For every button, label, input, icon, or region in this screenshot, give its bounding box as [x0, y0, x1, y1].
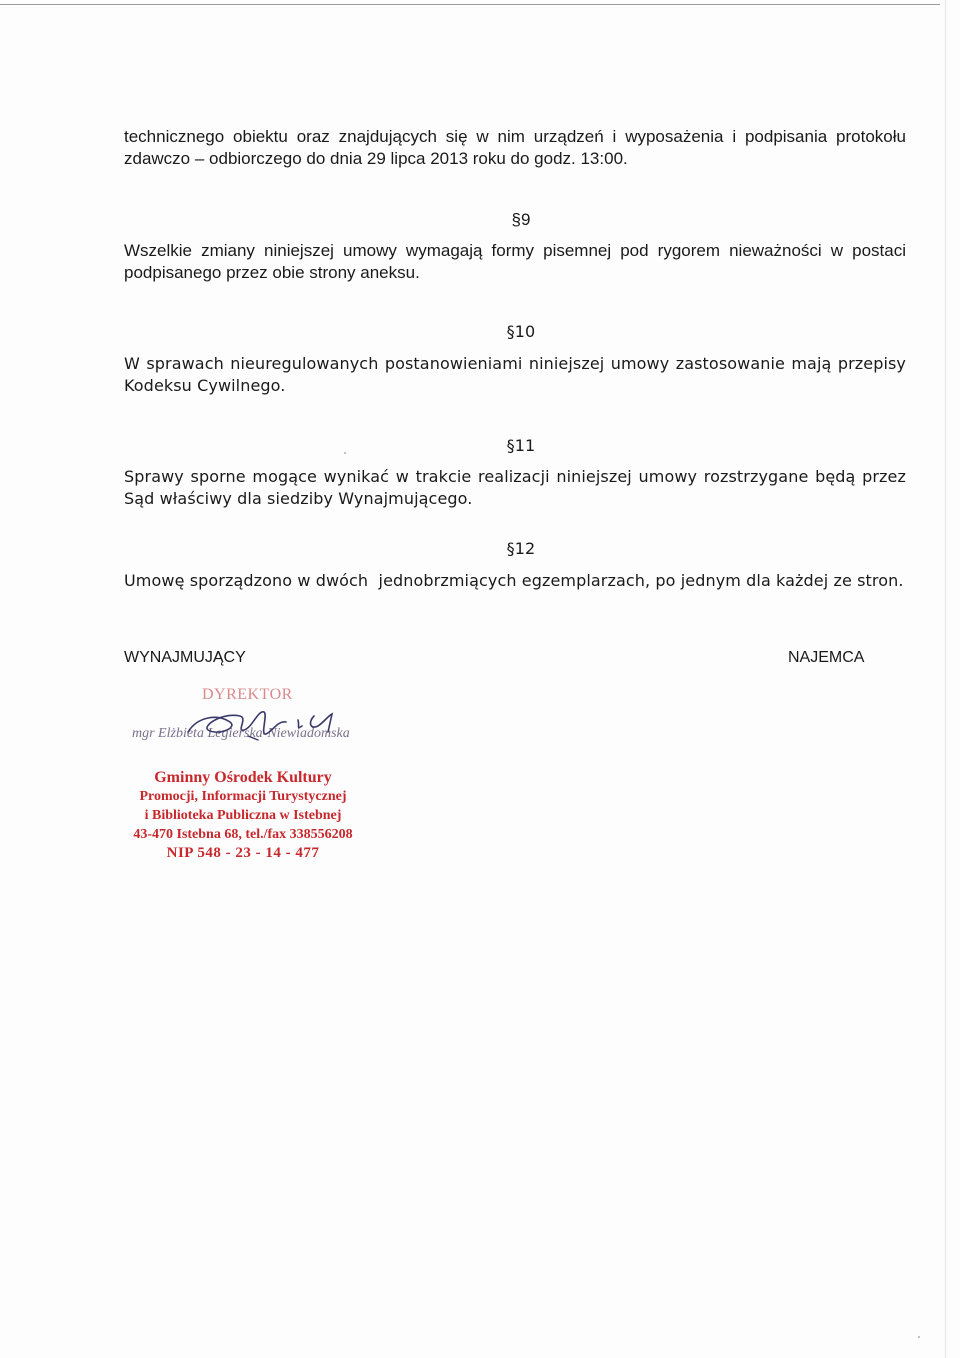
section-9-text: Wszelkie zmiany niniejszej umowy wymagają formy pisemnej pod rygorem nieważności w postaci podpisanego przez obie strony aneksu. — [124, 241, 906, 282]
scan-edge-line — [0, 4, 940, 5]
official-stamp — [118, 686, 378, 866]
handwritten-signature-icon — [178, 696, 358, 744]
tenant-label: NAJEMCA — [788, 649, 865, 666]
stamp-org-line: i Biblioteka Publiczna w Istebnej — [144, 808, 342, 823]
stamp-organization-block — [118, 768, 368, 863]
scan-edge-shadow — [945, 0, 946, 1358]
section-12-heading: §12 — [506, 539, 536, 558]
intro-paragraph: technicznego obiektu oraz znajdujących się w nim urządzeń i wyposażenia i podpisania protokołu zdawczo – odbiorczego do dnia 29 lipca 2013 roku do godz. 13:00. — [124, 127, 906, 168]
section-11-text: Sprawy sporne mogące wynikać w trakcie realizacji niniejszej umowy rozstrzygane będą przez Sąd właściwy dla siedziby Wynajmującego. — [124, 467, 906, 508]
landlord-label: WYNAJMUJĄCY — [124, 649, 246, 666]
stamp-org-line: Gminny Ośrodek Kultury — [154, 769, 332, 786]
section-12-text: Umowę sporządzono w dwóch jednobrzmiących egzemplarzach, po jednym dla każdej ze stron. — [124, 571, 904, 590]
stamp-org-line: NIP 548 - 23 - 14 - 477 — [166, 845, 320, 861]
stamp-org-line: Promocji, Informacji Turystycznej — [139, 789, 347, 804]
stamp-title: DYREKTOR — [202, 686, 293, 703]
stamp-director-name: mgr Elżbieta Legierska-Niewiadomska — [132, 726, 350, 741]
section-10-heading: §10 — [506, 322, 536, 341]
section-10-text: W sprawach nieuregulowanych postanowieniami niniejszej umowy zastosowanie mają przepisy Kodeksu Cywilnego. — [124, 354, 906, 395]
section-11-heading: §11 — [506, 436, 536, 455]
scan-speck — [918, 1336, 920, 1338]
stamp-org-line: 43-470 Istebna 68, tel./fax 338556208 — [133, 827, 353, 842]
section-9-heading: §9 — [511, 210, 531, 229]
scan-speck — [344, 452, 346, 454]
